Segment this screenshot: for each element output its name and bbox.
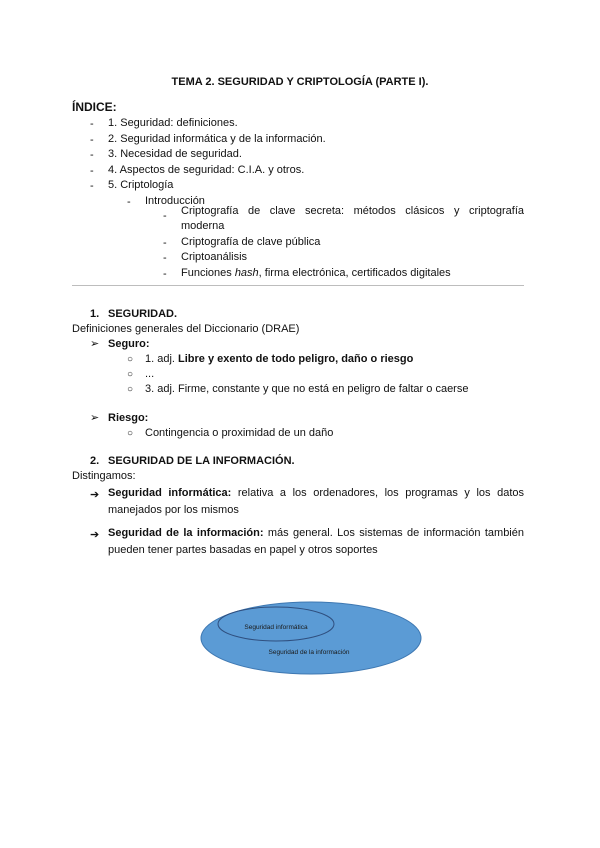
bullet-dash: - xyxy=(163,210,167,222)
section-heading: SEGURIDAD. xyxy=(108,308,178,320)
security-scope-diagram xyxy=(196,598,426,678)
bullet-dash: - xyxy=(163,237,167,249)
index-sub-item: Introducción xyxy=(145,195,205,207)
arrow-bullet-icon: ➔ xyxy=(90,529,100,541)
section-heading: SEGURIDAD DE LA INFORMACIÓN. xyxy=(108,455,295,467)
index-item: 2. Seguridad informática y de la información. xyxy=(108,133,326,145)
bullet-dash: - xyxy=(163,252,167,264)
definition: 1. adj. Libre y exento de todo peligro, daño o riesgo xyxy=(145,353,414,365)
arrowhead-bullet-icon: ➢ xyxy=(90,338,100,350)
arrow-bullet-icon: ➔ xyxy=(90,489,100,501)
distinction-item-continued: manejados por los mismos xyxy=(108,504,239,516)
distinction-item-continued: pueden tener partes basadas en papel y otros soportes xyxy=(108,544,378,556)
bullet-dash: - xyxy=(90,134,94,146)
section-number: 2. xyxy=(90,455,100,467)
arrowhead-bullet-icon: ➢ xyxy=(90,412,100,424)
horizontal-divider xyxy=(72,285,524,286)
distinction-item: Seguridad informática: relativa a los ordenadores, los programas y los datos xyxy=(108,487,525,499)
page-title: TEMA 2. SEGURIDAD Y CRIPTOLOGÍA (PARTE I). xyxy=(171,76,429,88)
index-item: 3. Necesidad de seguridad. xyxy=(108,148,242,160)
index-sub-sub-item: Criptografía de clave pública xyxy=(181,236,321,248)
index-sub-sub-item-continued: moderna xyxy=(181,220,225,232)
index-sub-sub-item: Funciones hash, firma electrónica, certificados digitales xyxy=(181,267,451,279)
inner-ellipse-label: Seguridad informática xyxy=(244,624,308,631)
circle-bullet-icon: ○ xyxy=(127,354,134,365)
circle-bullet-icon: ○ xyxy=(127,384,134,395)
bullet-dash: - xyxy=(163,268,167,280)
section-intro: Distingamos: xyxy=(72,470,136,482)
definition: 3. adj. Firme, constante y que no está en peligro de faltar o caerse xyxy=(145,383,469,395)
index-item: 5. Criptología xyxy=(108,179,174,191)
bullet-dash: - xyxy=(127,196,131,208)
index-sub-sub-item: Criptoanálisis xyxy=(181,251,248,263)
term-label: Riesgo: xyxy=(108,412,149,424)
distinction-item: Seguridad de la información: más general. Los sistemas de información también xyxy=(108,527,524,539)
bullet-dash: - xyxy=(90,180,94,192)
outer-ellipse-label: Seguridad de la información xyxy=(268,649,350,656)
circle-bullet-icon: ○ xyxy=(127,428,134,439)
index-heading: ÍNDICE: xyxy=(72,100,117,114)
bullet-dash: - xyxy=(90,149,94,161)
section-intro: Definiciones generales del Diccionario (DRAE) xyxy=(72,323,300,335)
definition: Contingencia o proximidad de un daño xyxy=(145,427,334,439)
bullet-dash: - xyxy=(90,165,94,177)
index-item: 1. Seguridad: definiciones. xyxy=(108,117,238,129)
index-sub-sub-item: Criptografía de clave secreta: métodos clásicos y criptografía xyxy=(181,205,524,217)
bullet-dash: - xyxy=(90,118,94,130)
term-label: Seguro: xyxy=(108,338,150,350)
definition: ... xyxy=(145,368,155,380)
index-item: 4. Aspectos de seguridad: C.I.A. y otros. xyxy=(108,164,305,176)
section-number: 1. xyxy=(90,308,100,320)
circle-bullet-icon: ○ xyxy=(127,369,134,380)
